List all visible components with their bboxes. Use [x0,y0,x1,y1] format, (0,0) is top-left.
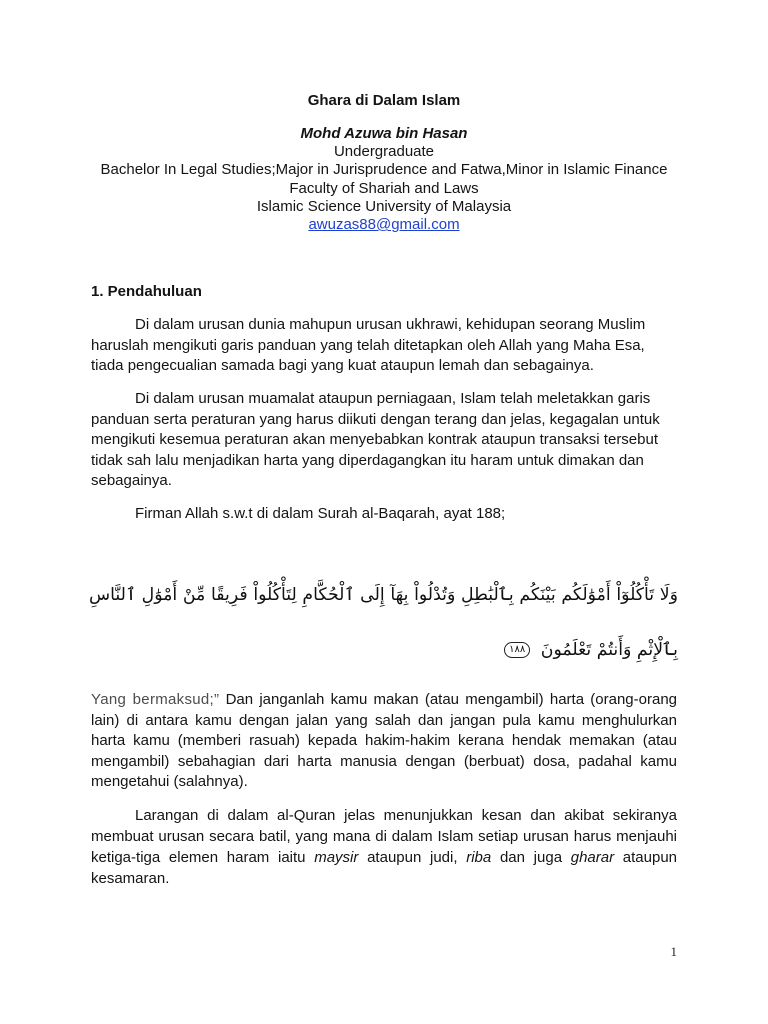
translation-line: mengetahui (salahnya). [91,773,248,790]
translation-lead: Yang bermaksud;” [91,691,220,708]
intro-paragraph-1 [91,315,677,377]
translation-line [91,690,677,711]
author-university: Islamic Science University of Malaysia [256,197,512,215]
section-heading: 1. Pendahuluan [91,283,202,300]
author-email-row [0,216,768,234]
paragraph-text: ketiga-tiga elemen haram iaitu [91,848,306,866]
paragraph-line: panduan serta peraturan yang harus diikuti dengan terang dan jelas, kegagalan untuk [91,410,660,428]
paragraph-line: membuat urusan secara batil, yang mana di dalam Islam setiap urusan harus menjauhi [91,827,677,845]
verse-translation [91,690,677,793]
document-title: Ghara di Dalam Islam [307,92,461,109]
verse-line-1: وَلَا تَأْكُلُوٓاْ أَمْوَٰلَكُم بَيْنَكُم بِٱلْبَٰطِلِ وَتُدْلُواْ بِهَآ إِلَى ٱلْحُكَّامِ لِتَأْكُلُواْ فَرِيقًا مِّنْ أَمْوَٰلِ ٱلنَّاسِ [89,585,678,605]
paragraph-text: dan juga [499,848,563,866]
verse-end-marker: ١٨٨ [504,642,530,658]
author-faculty: Faculty of Shariah and Laws [289,179,479,197]
paragraph-line: Di dalam urusan dunia mahupun urusan ukhrawi, kehidupan seorang Muslim [135,316,646,333]
term-maysir: maysir [314,848,359,866]
paragraph-line: tiada pengecualian samada bagi yang kuat ataupun lemah dan sebagainya. [91,357,594,374]
email-link[interactable]: awuzas88@gmail.com [308,216,460,234]
author-program: Bachelor In Legal Studies;Major in Jurisprudence and Fatwa,Minor in Islamic Finance [100,161,668,179]
paragraph-line [91,847,677,868]
paragraph-line: Di dalam urusan muamalat ataupun perniagaan, Islam telah meletakkan garis [135,390,651,407]
paragraph-line: kesamaran. [91,869,170,887]
paragraph-text: ataupun [622,848,677,866]
author-block [0,125,768,234]
translation-line: mengambil) sebahagian dari harta manusia dengan (berbuat) dosa, padahal kamu [91,752,677,770]
paragraph-text: ataupun judi, [367,848,458,866]
page-number: 1 [670,944,677,959]
author-name: Mohd Azuwa bin Hasan [300,125,468,142]
translation-line: lain) di antara kamu dengan jalan yang salah dan jangan pula kamu menghulurkan [91,711,677,729]
intro-paragraph-2 [91,389,677,492]
paragraph-line: sebagainya. [91,472,172,489]
prohibition-paragraph [91,805,677,889]
author-status: Undergraduate [333,143,435,161]
paragraph-line: tidak sah lalu menjadikan harta yang diperdagangkan itu haram untuk dimakan dan [91,451,644,469]
translation-line: harta kamu (memberi rasuah) kepada hakim-hakim kerana hendak memakan (atau [91,732,677,749]
verse-line-2-row [88,626,678,674]
verse-line-1-row [88,571,678,619]
term-gharar: gharar [570,848,615,866]
paragraph-line: mengikuti kesemua peraturan akan menyebabkan kontrak ataupun transaksi tersebut [91,431,659,448]
translation-text: Dan janganlah kamu makan (atau mengambil) harta (orang-orang [225,691,677,708]
verse-intro-paragraph [91,504,677,525]
verse-line-2: بِٱلْإِثْمِ وَأَنتُمْ تَعْلَمُونَ [540,640,678,660]
term-riba: riba [466,848,492,866]
verse-intro-text: Firman Allah s.w.t di dalam Surah al-Baqarah, ayat 188; [135,505,506,522]
paragraph-line: haruslah mengikuti garis panduan yang telah ditetapkan oleh Allah yang Maha Esa, [91,336,645,354]
paragraph-line: Larangan di dalam al-Quran jelas menunjukkan kesan dan akibat sekiranya [135,806,677,824]
